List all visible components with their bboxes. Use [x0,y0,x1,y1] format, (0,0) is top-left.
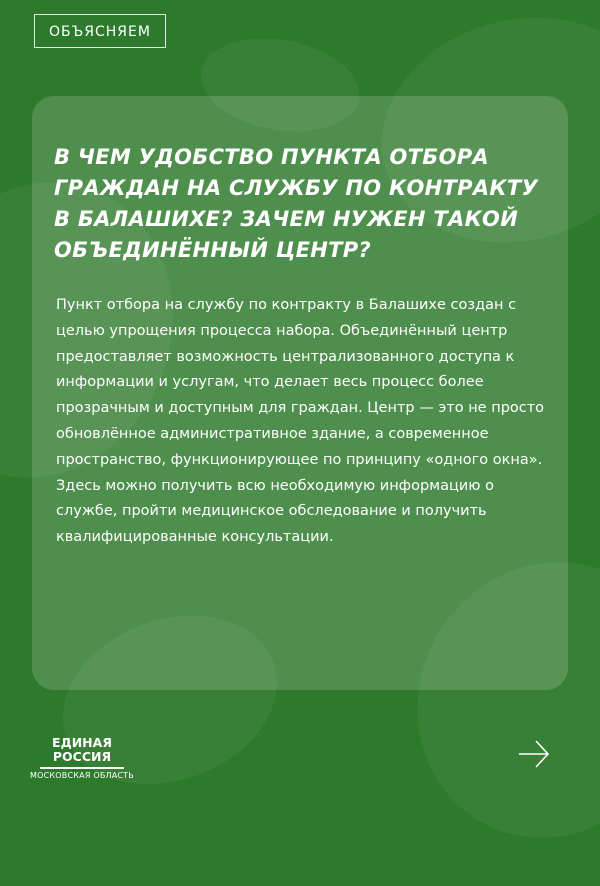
logo-line-1: ЕДИНАЯ [52,735,112,750]
card-body-text: Пункт отбора на службу по контракту в Балашихе создан с целью упрощения процесса набора. Объединённый центр предоставляет возможность централизованного доступа к информации и услугам, что делает весь процесс более прозрачным и доступным для граждан. Центр — это не просто обновлённое административное здание, а современное пространство, функционирующее по принципу «одного окна». Здесь можно получить всю необходимую информацию о службе, пройти медицинское обследование и получить квалифицированные консультации. [56,297,545,546]
logo-divider [40,767,124,769]
logo-line-3: МОСКОВСКАЯ ОБЛАСТЬ [30,770,134,780]
logo-line-2: РОССИЯ [52,749,112,764]
arrow-right-icon[interactable] [518,738,550,770]
party-logo [28,736,136,790]
category-tag: ОБЪЯСНЯЕМ [34,14,166,48]
card-title: В ЧЕМ УДОБСТВО ПУНКТА ОТБОРА ГРАЖДАН НА СЛУЖБУ ПО КОНТРАКТУ В БАЛАШИХЕ? ЗАЧЕМ НУЖЕН ТАКОЙ ОБЪЕДИНЁННЫЙ ЦЕНТР? [54,145,538,262]
content-card [32,96,568,690]
